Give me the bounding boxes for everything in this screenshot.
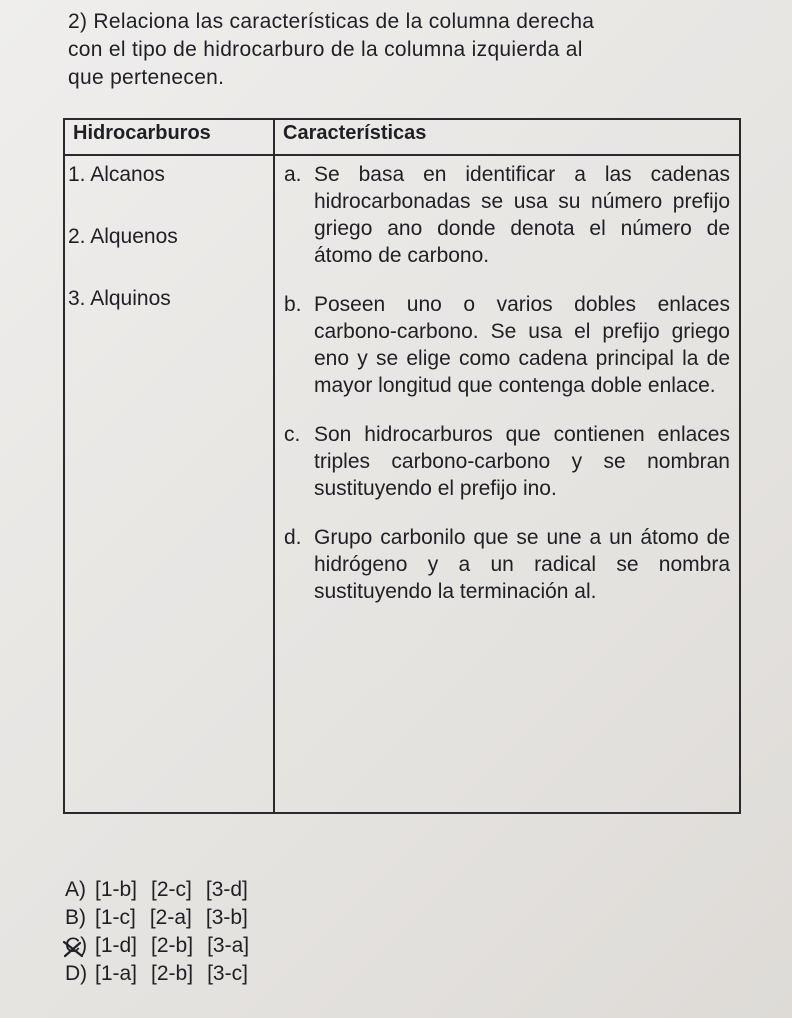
header-characteristics: Características	[274, 119, 740, 155]
option-letter: A)	[65, 878, 86, 901]
characteristic-letter: c.	[284, 423, 301, 446]
question-line: 2) Relaciona las características de la columna derecha	[68, 10, 595, 33]
characteristics-column	[274, 155, 740, 813]
matching-table	[63, 118, 741, 814]
option-b[interactable]	[65, 904, 263, 932]
characteristic-text: Grupo carbonilo que se une a un átomo de hidrógeno y a un radical se nombra sustituyendo la terminación al.	[314, 526, 730, 603]
option-pair: [1-d]	[95, 934, 138, 957]
option-pair: [3-d]	[205, 878, 248, 901]
option-pair: [2-b]	[151, 962, 194, 985]
hydrocarbons-column	[64, 155, 274, 813]
characteristic-letter: d.	[284, 526, 302, 549]
option-pair: [2-c]	[151, 878, 192, 901]
option-letter: B)	[65, 906, 86, 929]
option-letter: C)	[65, 934, 88, 957]
characteristic-text: Son hidrocarburos que contienen enlaces triples carbono-carbono y se nombran sustituyendo el prefijo ino.	[314, 423, 730, 500]
option-c[interactable]	[65, 932, 263, 960]
hydrocarbon-alquenos: 2. Alquenos	[68, 225, 178, 248]
characteristic-b	[284, 291, 730, 399]
characteristic-c	[284, 421, 730, 502]
question-line: con el tipo de hidrocarburo de la columna izquierda al	[68, 38, 583, 61]
option-pair: [2-b]	[151, 934, 194, 957]
table-row	[64, 155, 740, 813]
characteristic-letter: a.	[284, 163, 302, 186]
hydrocarbon-alcanos: 1. Alcanos	[68, 163, 165, 186]
option-pair: [2-a]	[149, 906, 192, 929]
pen-crossout-mark	[62, 938, 84, 960]
option-letter: D)	[65, 962, 88, 985]
option-pair: [3-a]	[207, 934, 250, 957]
answer-options	[65, 876, 263, 988]
characteristic-d	[284, 524, 730, 605]
characteristic-text: Se basa en identificar a las cadenas hidrocarbonadas se usa su número prefijo griego ano donde denota el número de átomo de carbono.	[314, 163, 730, 267]
characteristic-letter: b.	[284, 293, 302, 316]
question-line: que pertenecen.	[68, 66, 225, 89]
characteristic-text: Poseen uno o varios dobles enlaces carbono-carbono. Se usa el prefijo griego eno y se elige como cadena principal la de mayor longitud que contenga doble enlace.	[314, 293, 730, 397]
header-hydrocarbons: Hidrocarburos	[64, 119, 274, 155]
table-header-row	[64, 119, 740, 155]
option-a[interactable]	[65, 876, 263, 904]
hydrocarbon-alquinos: 3. Alquinos	[68, 287, 171, 310]
question-text	[68, 8, 728, 92]
characteristic-a	[284, 161, 730, 269]
option-pair: [3-c]	[207, 962, 248, 985]
option-pair: [3-b]	[205, 906, 248, 929]
option-pair: [1-b]	[95, 878, 138, 901]
option-pair: [1-c]	[95, 906, 136, 929]
option-d[interactable]	[65, 960, 263, 988]
option-pair: [1-a]	[95, 962, 138, 985]
